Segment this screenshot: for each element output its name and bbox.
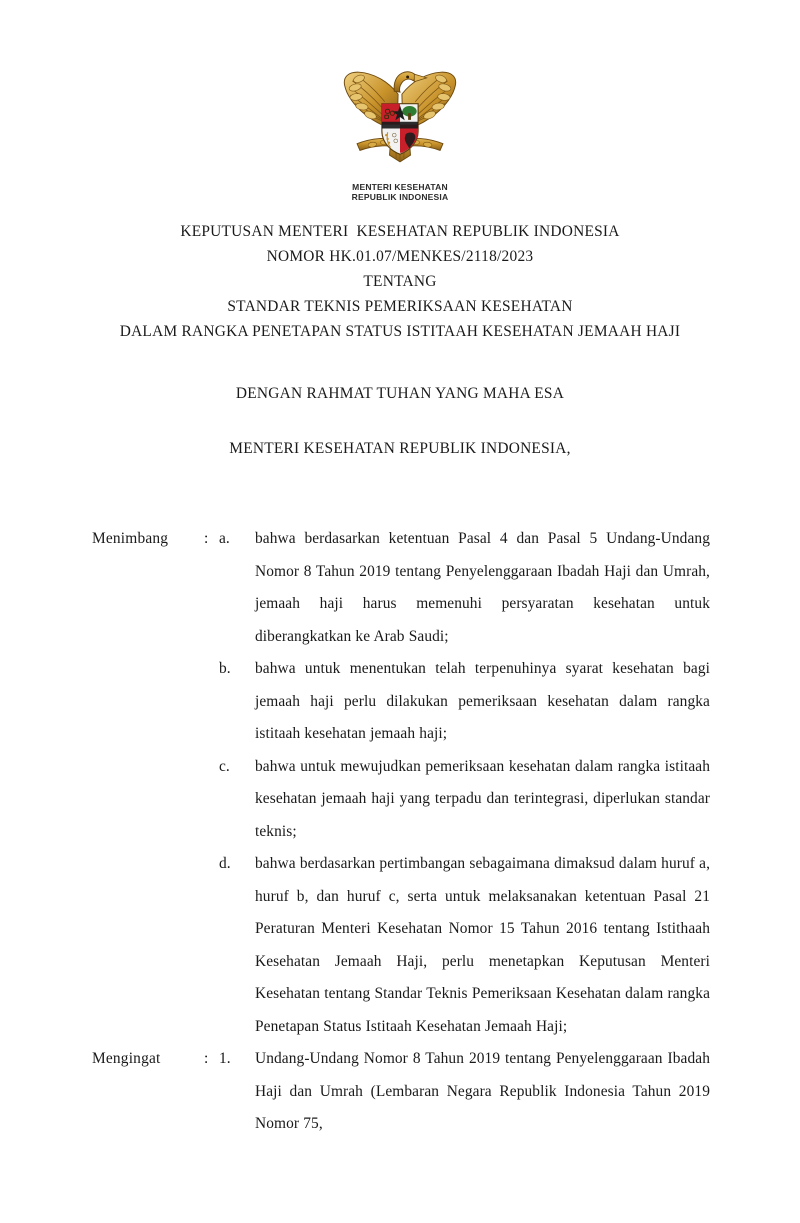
clause-row — [92, 1043, 710, 1141]
clause-row — [92, 848, 710, 1043]
item-marker-b: b. — [219, 660, 231, 677]
item-marker-c: c. — [219, 757, 230, 775]
emblem-caption — [0, 183, 800, 202]
item-text-c: bahwa untuk mewujudkan pemeriksaan kesehatan dalam rangka istitaah kesehatan jemaah haji yang terpadu dan terintegrasi, diperlukan standar teknis; — [255, 757, 710, 840]
clause-row — [92, 751, 710, 849]
preamble-blessing: DENGAN RAHMAT TUHAN YANG MAHA ESA — [235, 385, 565, 402]
item-text-1: Undang-Undang Nomor 8 Tahun 2019 tentang Penyelenggaraan Ibadah Haji dan Umrah (Lembaran Negara Republik Indonesia Tahun 2019 Nomor 75, — [255, 1050, 710, 1132]
preamble-block — [0, 383, 800, 460]
title-line-tentang: TENTANG — [363, 273, 437, 290]
section-colon: : — [204, 530, 209, 547]
item-marker-d: d. — [219, 855, 231, 872]
emblem-caption-line-2: REPUBLIK INDONESIA — [351, 191, 449, 202]
item-marker-a: a. — [219, 530, 230, 547]
emblem-block — [0, 58, 800, 202]
section-colon: : — [204, 1050, 209, 1067]
garuda-pancasila-emblem — [338, 58, 462, 176]
document-title — [0, 219, 800, 344]
item-text-b: bahwa untuk menentukan telah terpenuhinya syarat kesehatan bagi jemaah haji perlu dilakukan pemeriksaan kesehatan dalam rangka istitaah kesehatan jemaah haji; — [255, 660, 710, 742]
clause-row — [92, 523, 710, 653]
title-line-number: NOMOR HK.01.07/MENKES/2118/2023 — [266, 248, 534, 265]
item-marker-1: 1. — [219, 1050, 231, 1067]
preamble-issuer: MENTERI KESEHATAN REPUBLIK INDONESIA, — [229, 440, 571, 457]
title-line-decree: KEPUTUSAN MENTERI KESEHATAN REPUBLIK INDONESIA — [180, 223, 620, 240]
item-text-d: bahwa berdasarkan pertimbangan sebagaimana dimaksud dalam huruf a, huruf b, dan huruf c, serta untuk melaksanakan ketentuan Pasal 21 Peraturan Menteri Kesehatan Nomor 15 Tahun 2016 tentang Istithaah Kesehatan Jemaah Haji, perlu menetapkan Keputusan Menteri Kesehatan tentang Standar Teknis Pemeriksaan Kesehatan dalam rangka Penetapan Status Istitaah Kesehatan Jemaah Haji; — [255, 855, 711, 1035]
clause-row — [92, 653, 710, 751]
section-label-menimbang: Menimbang — [92, 530, 169, 547]
section-label-mengingat: Mengingat — [92, 1050, 161, 1067]
emblem-caption-line-1: MENTERI KESEHATAN — [352, 182, 448, 192]
item-text-a: bahwa berdasarkan ketentuan Pasal 4 dan Pasal 5 Undang-Undang Nomor 8 Tahun 2019 tentang Penyelenggaraan Ibadah Haji dan Umrah, jemaah haji harus memenuhi persyaratan kesehatan untuk diberangkatkan ke Arab Saudi; — [255, 530, 710, 645]
title-line-subject-2: DALAM RANGKA PENETAPAN STATUS ISTITAAH KESEHATAN JEMAAH HAJI — [119, 323, 681, 340]
title-line-subject-1: STANDAR TEKNIS PEMERIKSAAN KESEHATAN — [227, 298, 573, 315]
clauses-block — [92, 523, 710, 1141]
